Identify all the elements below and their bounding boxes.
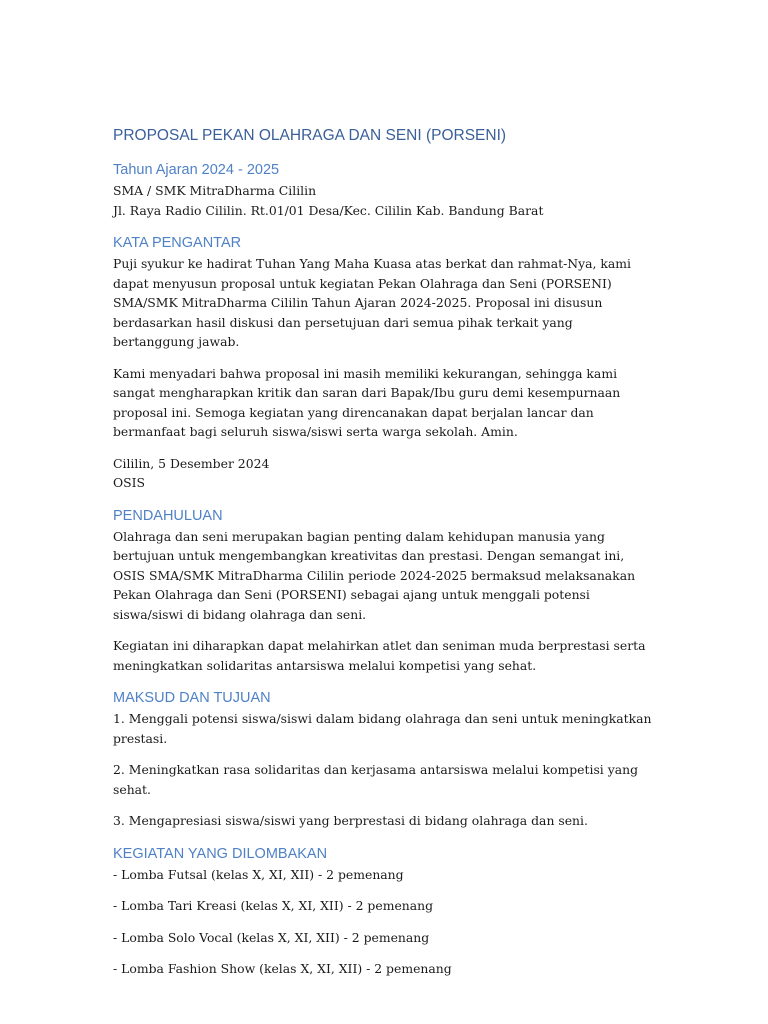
list-item: - Lomba Solo Vocal (kelas X, XI, XII) - 2 pemenang — [113, 929, 430, 945]
list-item: 2. Meningkatkan rasa solidaritas dan kerjasama antarsiswa melalui kompetisi yang sehat. — [113, 762, 639, 797]
section-kegiatan — [113, 844, 653, 979]
paragraph: Olahraga dan seni merupakan bagian penting dalam kehidupan manusia yang bertujuan untuk mengembangkan kreativitas dan prestasi. Dengan semangat ini, OSIS SMA/SMK MitraDharma Cililin periode 2024-2025 bermaksud melaksanakan Pekan Olahraga dan Seni (PORSENI) sebagai ajang untuk menggali potensi siswa/siswi di bidang olahraga dan seni. — [113, 528, 636, 622]
paragraph: Kegiatan ini diharapkan dapat melahirkan atlet dan seniman muda berprestasi serta meningkatkan solidaritas antarsiswa melalui kompetisi yang sehat. — [113, 638, 646, 673]
section-maksud-tujuan — [113, 688, 653, 831]
section-heading-kata-pengantar: KATA PENGANTAR — [113, 235, 242, 251]
paragraph: Puji syukur ke hadirat Tuhan Yang Maha Kuasa atas berkat dan rahmat-Nya, kami dapat menyusun proposal untuk kegiatan Pekan Olahraga dan Seni (PORSENI) SMA/SMK MitraDharma Cililin Tahun Ajaran 2024-2025. Proposal ini disusun berdasarkan hasil diskusi dan persetujuan dari semua pihak terkait yang bertanggung jawab. — [113, 256, 632, 349]
list-item: - Lomba Futsal (kelas X, XI, XII) - 2 pemenang — [113, 866, 404, 882]
list-item: 1. Menggali potensi siswa/siswi dalam bidang olahraga dan seni untuk meningkatkan prestasi. — [113, 711, 652, 746]
list-item: - Lomba Fashion Show (kelas X, XI, XII) - 2 pemenang — [113, 961, 452, 976]
list-item: - Lomba Tari Kreasi (kelas X, XI, XII) - 2 pemenang — [113, 898, 434, 913]
section-heading-pendahuluan: PENDAHULUAN — [113, 507, 223, 524]
section-kata-pengantar — [113, 233, 653, 493]
document-title: PROPOSAL PEKAN OLAHRAGA DAN SENI (PORSENI) — [113, 127, 507, 144]
school-name: SMA / SMK MitraDharma Cililin — [113, 183, 317, 198]
signatory: OSIS — [113, 475, 146, 490]
school-address: Jl. Raya Radio Cililin. Rt.01/01 Desa/Kec. Cililin Kab. Bandung Barat — [113, 202, 544, 218]
school-year-heading: Tahun Ajaran 2024 - 2025 — [113, 162, 280, 178]
place-date: Cililin, 5 Desember 2024 — [113, 455, 270, 471]
section-heading-kegiatan: KEGIATAN YANG DILOMBAKAN — [113, 845, 328, 862]
section-pendahuluan — [113, 506, 653, 676]
list-item: 3. Mengapresiasi siswa/siswi yang berprestasi di bidang olahraga dan seni. — [113, 813, 588, 828]
document-page — [113, 126, 653, 979]
paragraph: Kami menyadari bahwa proposal ini masih memiliki kekurangan, sehingga kami sangat mengharapkan kritik dan saran dari Bapak/Ibu guru demi kesempurnaan proposal ini. Semoga kegiatan yang direncanakan dapat berjalan lancar dan bermanfaat bagi seluruh siswa/siswi serta warga sekolah. Amin. — [113, 365, 621, 439]
section-heading-maksud-tujuan: MAKSUD DAN TUJUAN — [113, 690, 271, 706]
